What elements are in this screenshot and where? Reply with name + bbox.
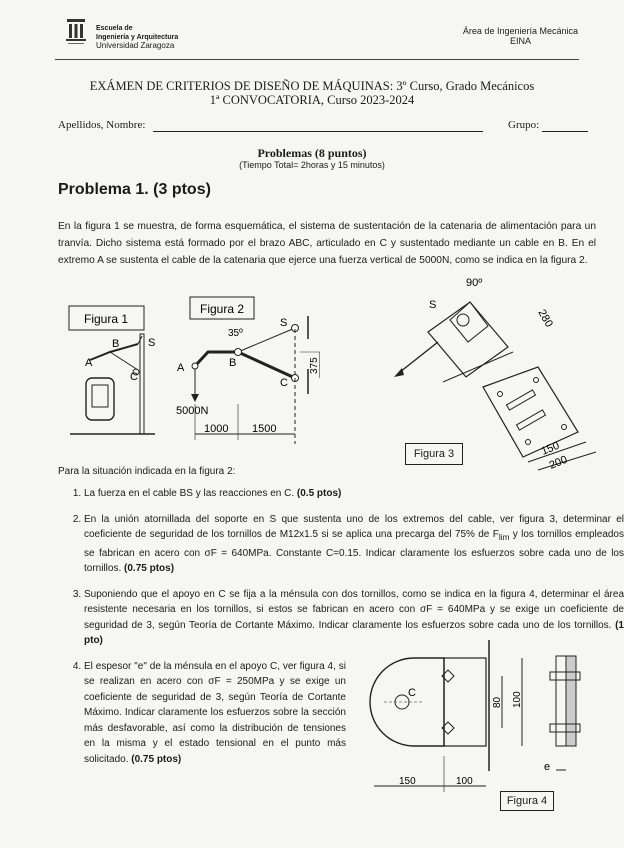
fig4-e: e bbox=[544, 761, 551, 773]
problems-time: (Tiempo Total= 2horas y 15 minutos) bbox=[239, 160, 385, 170]
fig4-d100h: 100 bbox=[456, 776, 473, 787]
fig4-d100v: 100 bbox=[512, 691, 523, 708]
fig2-dim1: 1000 bbox=[204, 423, 229, 435]
fig1-c: C bbox=[130, 371, 138, 383]
fig2-a: A bbox=[177, 362, 185, 374]
problem1-title: Problema 1. (3 ptos) bbox=[58, 181, 211, 198]
figure-4 bbox=[364, 636, 604, 816]
figure-2 bbox=[170, 294, 320, 454]
item-1-text: La fuerza en el cable BS y las reacciones en C. bbox=[84, 488, 295, 499]
fig1-s: S bbox=[148, 337, 156, 349]
fig2-s: S bbox=[280, 317, 288, 329]
fig2-label: Figura 2 bbox=[199, 302, 245, 316]
fig2-b: B bbox=[229, 357, 237, 369]
fig3-d200: 200 bbox=[547, 453, 570, 472]
fig2-dim2: 1500 bbox=[252, 423, 277, 435]
fig3-angle: 90º bbox=[466, 277, 483, 289]
fig2-c: C bbox=[280, 377, 288, 389]
school-line2: Ingeniería y Arquitectura bbox=[96, 33, 179, 41]
area-line1: Área de Ingeniería Mecánica bbox=[462, 26, 578, 36]
problem1-intro: En la figura 1 se muestra, de forma esquemática, el sistema de sustentación de la catenaria de alimentación para un tranvía. Dicho sistema está formado por el brazo ABC, articulado en C y sustentado mediante un cable en B. En el extremo A se sustenta el cable de la catenaria que ejerce una fuerza vertical de 5000N, como se indica en la figura 2. bbox=[58, 221, 596, 266]
fig1-label: Figura 1 bbox=[83, 312, 129, 326]
item-1-points: (0.5 ptos) bbox=[296, 488, 342, 499]
header-divider bbox=[55, 59, 579, 60]
item-4-points: (0.75 ptos) bbox=[131, 753, 182, 765]
fig4-label: Figura 4 bbox=[506, 795, 548, 807]
fig3-s: S bbox=[429, 299, 437, 311]
area-line2: EINA bbox=[509, 36, 531, 46]
fig3-d280: 280 bbox=[535, 307, 555, 330]
fig2-angle: 35º bbox=[228, 328, 243, 339]
item-4 bbox=[84, 659, 346, 768]
exam-title-line1: EXÁMEN DE CRITERIOS DE DISEÑO DE MÁQUINAS: 3º Curso, Grado Mecánicos bbox=[89, 79, 535, 93]
school-name bbox=[96, 25, 178, 51]
fig4-label-box bbox=[500, 791, 554, 811]
exam-title-line2: 1ª CONVOCATORIA, Curso 2023-2024 bbox=[209, 93, 415, 107]
item-2-text2: y los tornillos empleados se fabrican en acero con σF = 640MPa. Constante C=0.15. Indicar claramente los esfuerzos sobre cada uno de los tornillos. bbox=[84, 529, 624, 574]
item-2-text: En la unión atornillada del soporte en S que sustenta uno de los extremos del cable, ver figura 3, determinar el coeficiente de seguridad de los tornillos de M12x1.5 si se aplica una precarga del 75% de F bbox=[84, 513, 624, 540]
group-field[interactable] bbox=[542, 131, 588, 132]
item-1 bbox=[84, 486, 624, 502]
item-2-sub: lim bbox=[498, 532, 510, 542]
fig1-b: B bbox=[112, 338, 120, 350]
university-logo bbox=[64, 17, 88, 52]
exam-title bbox=[0, 79, 624, 107]
item-3-text: Suponiendo que el apoyo en C se fija a la ménsula con dos tornillos, como se indica en la figura 4, determinar el área resistente necesaria en los tornillos, si estos se fabrican en acero con σF = 640MPa y se exige un coeficiente de seguridad de 3, según Teoría de Cortante Máximo. Indicar claramente los esfuerzos sobre cada uno de los tornillos. bbox=[84, 588, 624, 631]
group-label: Grupo: bbox=[508, 119, 540, 131]
fig4-c: C bbox=[408, 687, 416, 699]
fig1-a: A bbox=[85, 357, 93, 369]
item-3-points: (1 pto) bbox=[84, 619, 624, 646]
name-field[interactable] bbox=[153, 131, 483, 132]
fig4-d80: 80 bbox=[492, 696, 503, 708]
area-name bbox=[463, 26, 578, 46]
fig2-force: 5000N bbox=[176, 405, 209, 417]
item-2-points: (0.75 ptos) bbox=[124, 563, 175, 574]
fig3-label: Figura 3 bbox=[413, 448, 455, 460]
figure-1 bbox=[60, 300, 170, 440]
situation-text: Para la situación indicada en la figura 2: bbox=[58, 466, 236, 477]
fig3-label-box bbox=[405, 443, 463, 465]
figure-3 bbox=[388, 272, 600, 472]
problems-title: Problemas (8 puntos) bbox=[257, 146, 367, 160]
fig4-d150: 150 bbox=[399, 776, 416, 787]
school-line1: Escuela de bbox=[96, 25, 133, 32]
fig2-dim-h: 375 bbox=[309, 357, 320, 374]
name-label: Apellidos, Nombre: bbox=[58, 119, 146, 131]
fig3-d150: 150 bbox=[539, 439, 562, 458]
university-name: Universidad Zaragoza bbox=[96, 41, 175, 50]
item-2 bbox=[84, 512, 624, 577]
item-4-text: El espesor "e" de la ménsula en el apoyo C, ver figura 4, si se realizan en acero con σF = 250MPa y se exige un coeficiente de seguridad de 3, según Teoría de Cortante Máximo. Indicar claramente los esfuerzos sobre la sección más desfavorable, así como la distribución de tensiones en la misma y el estado tensional en el punto más solicitado. bbox=[84, 660, 346, 765]
